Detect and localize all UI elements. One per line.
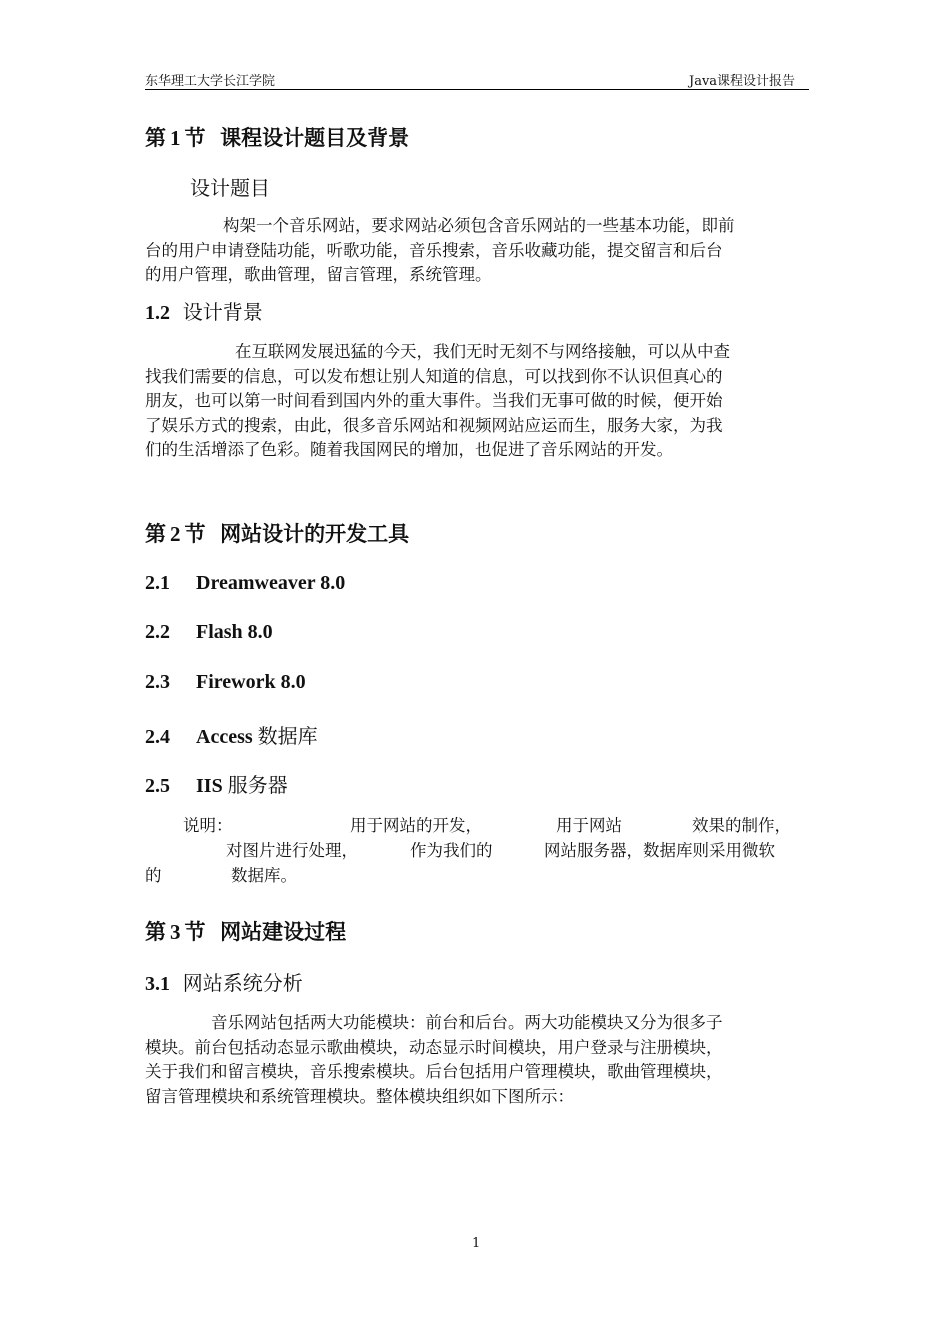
- note-text: 数据库。: [231, 866, 297, 885]
- design-topic-paragraph: [145, 214, 809, 288]
- tool-item-name: IIS: [196, 775, 223, 797]
- tool-item-suffix: 服务器: [227, 773, 288, 797]
- section2-heading: [145, 518, 409, 548]
- paragraph-line: 台的用户申请登陆功能，听歌功能，音乐搜索，音乐收藏功能，提交留言和后台: [145, 240, 723, 260]
- paragraph-line: 朋友，也可以第一时间看到国内外的重大事件。当我们无事可做的时候，便开始: [145, 391, 723, 410]
- paragraph-line: 们的生活增添了色彩。随着我国网民的增加，也促进了音乐网站的开发。: [145, 440, 673, 459]
- section2-prefix: 第: [145, 521, 166, 546]
- tool-item-firework: [145, 671, 306, 694]
- paragraph-line: 模块。前台包括动态显示歌曲模块，动态显示时间模块，用户登录与注册模块，: [145, 1037, 723, 1057]
- tool-item-dreamweaver: [145, 572, 345, 595]
- subsection-background-title: 设计背景: [182, 300, 263, 324]
- page-number: 1: [472, 1236, 481, 1251]
- note-text: 说明：: [183, 816, 233, 835]
- tool-item-number: 2.2: [145, 621, 170, 643]
- tool-item-number: 2.1: [145, 572, 170, 594]
- subsection-background-heading: [145, 296, 263, 325]
- tool-item-suffix: 数据库: [257, 724, 318, 748]
- paragraph-line: 找我们需要的信息，可以发布想让别人知道的信息，可以找到你不认识但真心的: [145, 366, 723, 386]
- note-text: 对图片进行处理，: [226, 841, 358, 860]
- header-divider: [145, 89, 809, 90]
- paragraph-line: 关于我们和留言模块，音乐搜索模块。后台包括用户管理模块，歌曲管理模块，: [145, 1062, 723, 1081]
- tool-item-name: Access: [196, 726, 253, 748]
- note-text: 网站服务器，数据库则采用微软: [544, 841, 775, 860]
- section1-prefix: 第: [145, 125, 166, 150]
- note-text: 用于网站: [556, 816, 622, 835]
- section3-prefix: 第: [145, 919, 166, 944]
- section2-title: 网站设计的开发工具: [220, 521, 410, 546]
- subsection-system-analysis-number: 3.1: [145, 973, 170, 995]
- section1-number: 1: [170, 126, 181, 150]
- tool-item-flash: [145, 621, 273, 644]
- section3-suffix: 节: [184, 919, 206, 944]
- tool-item-name: Firework 8.0: [196, 671, 306, 693]
- tool-item-number: 2.3: [145, 671, 170, 693]
- note-text: 用于网站的开发，: [350, 816, 482, 835]
- section1-heading: [145, 122, 409, 152]
- note-text: 作为我们的: [410, 841, 493, 860]
- subsection-system-analysis-title: 网站系统分析: [182, 971, 303, 995]
- paragraph-line: 了娱乐方式的搜索，由此，很多音乐网站和视频网站应运而生，服务大家，为我: [145, 415, 723, 435]
- header-right-text: Java课程设计报告: [689, 74, 796, 89]
- paragraph-line: 的用户管理，歌曲管理，留言管理，系统管理。: [145, 265, 492, 284]
- design-background-paragraph: [145, 340, 809, 463]
- note-text: 效果的制作，: [692, 816, 791, 835]
- subsection-background-number: 1.2: [145, 302, 170, 324]
- section2-number: 2: [170, 522, 181, 546]
- section1-suffix: 节: [184, 125, 206, 150]
- note-text: 的: [145, 866, 162, 885]
- paragraph-line: 音乐网站包括两大功能模块：前台和后台。两大功能模块又分为很多子: [211, 1013, 723, 1032]
- tool-item-number: 2.5: [145, 775, 170, 797]
- subsection-system-analysis-heading: [145, 967, 303, 996]
- tool-item-name: Dreamweaver 8.0: [196, 572, 346, 594]
- tool-item-access: [145, 720, 318, 749]
- tool-item-name: Flash 8.0: [196, 621, 273, 643]
- section3-heading: [145, 916, 346, 946]
- paragraph-line: 留言管理模块和系统管理模块。整体模块组织如下图所示：: [145, 1086, 574, 1106]
- system-analysis-paragraph: [145, 1011, 809, 1109]
- section2-suffix: 节: [184, 521, 206, 546]
- section3-number: 3: [170, 920, 181, 944]
- subsection-design-topic-title: 设计题目: [190, 176, 270, 200]
- tool-item-number: 2.4: [145, 726, 170, 748]
- paragraph-line: 在互联网发展迅猛的今天，我们无时无刻不与网络接触，可以从中查: [235, 342, 730, 361]
- header-left-text: 东华理工大学长江学院: [145, 74, 276, 89]
- tool-item-iis: [145, 769, 288, 798]
- paragraph-line: 构架一个音乐网站，要求网站必须包含音乐网站的一些基本功能，即前: [223, 216, 735, 235]
- section1-title: 课程设计题目及背景: [220, 125, 410, 150]
- section3-title: 网站建设过程: [220, 919, 347, 944]
